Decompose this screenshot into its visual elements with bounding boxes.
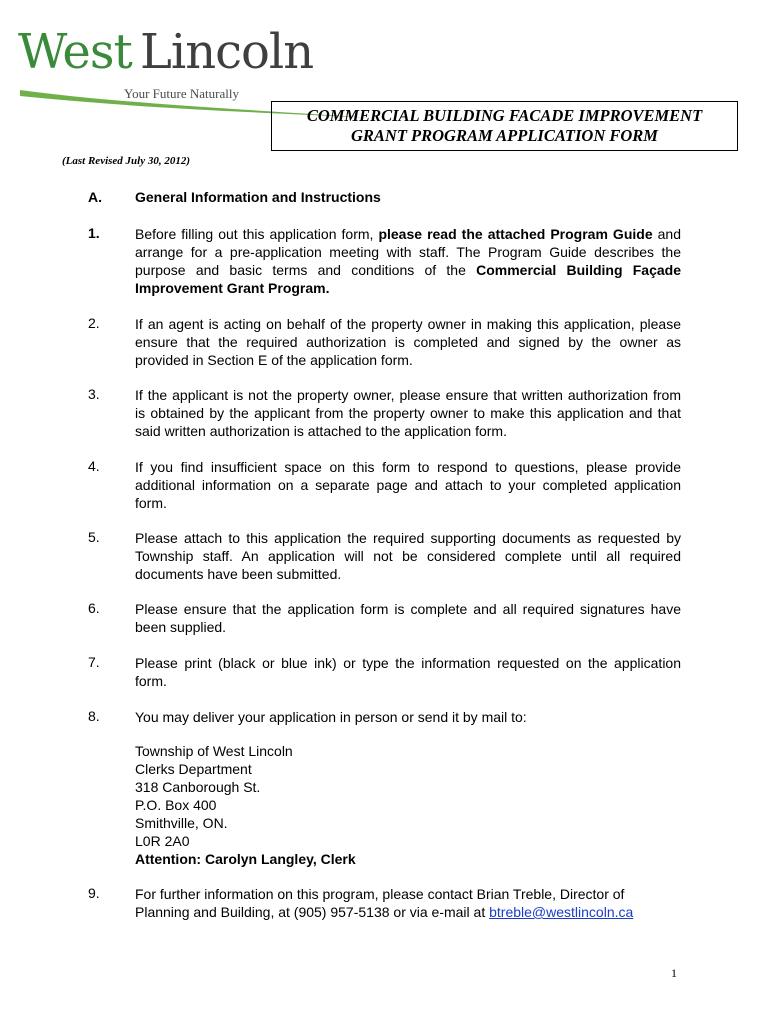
instruction-item-3: If the applicant is not the property owner, please ensure that written authorization from is obtained by the applicant from the property owner to make this application and that said written authorization is attached to the application form. <box>135 387 681 439</box>
address-line: Clerks Department <box>135 761 252 777</box>
address-line: Township of West Lincoln <box>135 743 293 759</box>
item-number: 2. <box>88 315 100 331</box>
instruction-item-5: Please attach to this application the required supporting documents as requested by Township staff. An application will not be considered complete until all required documents have been submitted. <box>135 530 681 582</box>
item-number: 3. <box>88 386 100 402</box>
item-number: 7. <box>88 654 100 670</box>
instruction-item-8: You may deliver your application in person or send it by mail to: <box>135 709 527 725</box>
address-line: L0R 2A0 <box>135 833 190 849</box>
item-text: Before filling out this application form, <box>135 226 379 242</box>
item-number: 6. <box>88 600 100 616</box>
instruction-item-9 <box>135 885 681 921</box>
item-text: and arrange for a pre-application meeting with staff. The Program Guide describes the purpose and basic terms and conditions of the <box>135 226 682 278</box>
instruction-item-6: Please ensure that the application form is complete and all required signatures have been supplied. <box>135 601 681 635</box>
item-number: 5. <box>88 529 100 545</box>
last-revised-date: (Last Revised July 30, 2012) <box>62 155 191 167</box>
item-bold-text: please read the attached Program Guide <box>378 226 653 242</box>
item-number: 1. <box>88 225 100 241</box>
address-line: Smithville, ON. <box>135 815 228 831</box>
logo-tagline: Your Future Naturally <box>124 86 239 101</box>
instruction-item-1 <box>135 225 681 297</box>
form-title-line-2: GRANT PROGRAM APPLICATION FORM <box>351 126 658 145</box>
section-letter: A. <box>88 189 102 205</box>
instruction-item-7: Please print (black or blue ink) or type the information requested on the application form. <box>135 655 681 689</box>
item-bold-text: Commercial Building Façade Improvement Grant Program. <box>135 262 681 296</box>
item-number: 9. <box>88 885 100 901</box>
item-text: For further information on this program, please contact Brian Treble, Director of Planning and Building, at (905) 957-5138 or via e-mail at <box>135 886 625 920</box>
item-number: 4. <box>88 458 100 474</box>
logo-word-lincoln: Lincoln <box>140 24 314 80</box>
instruction-item-2: If an agent is acting on behalf of the property owner in making this application, please ensure that the required authorization is completed and signed by the owner as provided in Section E of the application form. <box>135 316 681 368</box>
form-title-line-1: COMMERCIAL BUILDING FACADE IMPROVEMENT <box>306 106 703 125</box>
form-title-box <box>271 101 738 151</box>
address-line: 318 Canborough St. <box>135 779 261 795</box>
address-attention: Attention: Carolyn Langley, Clerk <box>135 851 356 867</box>
west-lincoln-logo <box>18 22 378 112</box>
address-line: P.O. Box 400 <box>135 797 217 813</box>
logo-word-west: West <box>18 24 132 80</box>
section-title: General Information and Instructions <box>135 189 381 205</box>
mailing-address <box>135 742 356 868</box>
page-number: 1 <box>671 966 677 980</box>
contact-email-link[interactable]: btreble@westlincoln.ca <box>489 904 634 920</box>
instruction-item-4: If you find insufficient space on this form to respond to questions, please provide additional information on a separate page and attach to your completed application form. <box>135 459 681 511</box>
item-number: 8. <box>88 708 100 724</box>
